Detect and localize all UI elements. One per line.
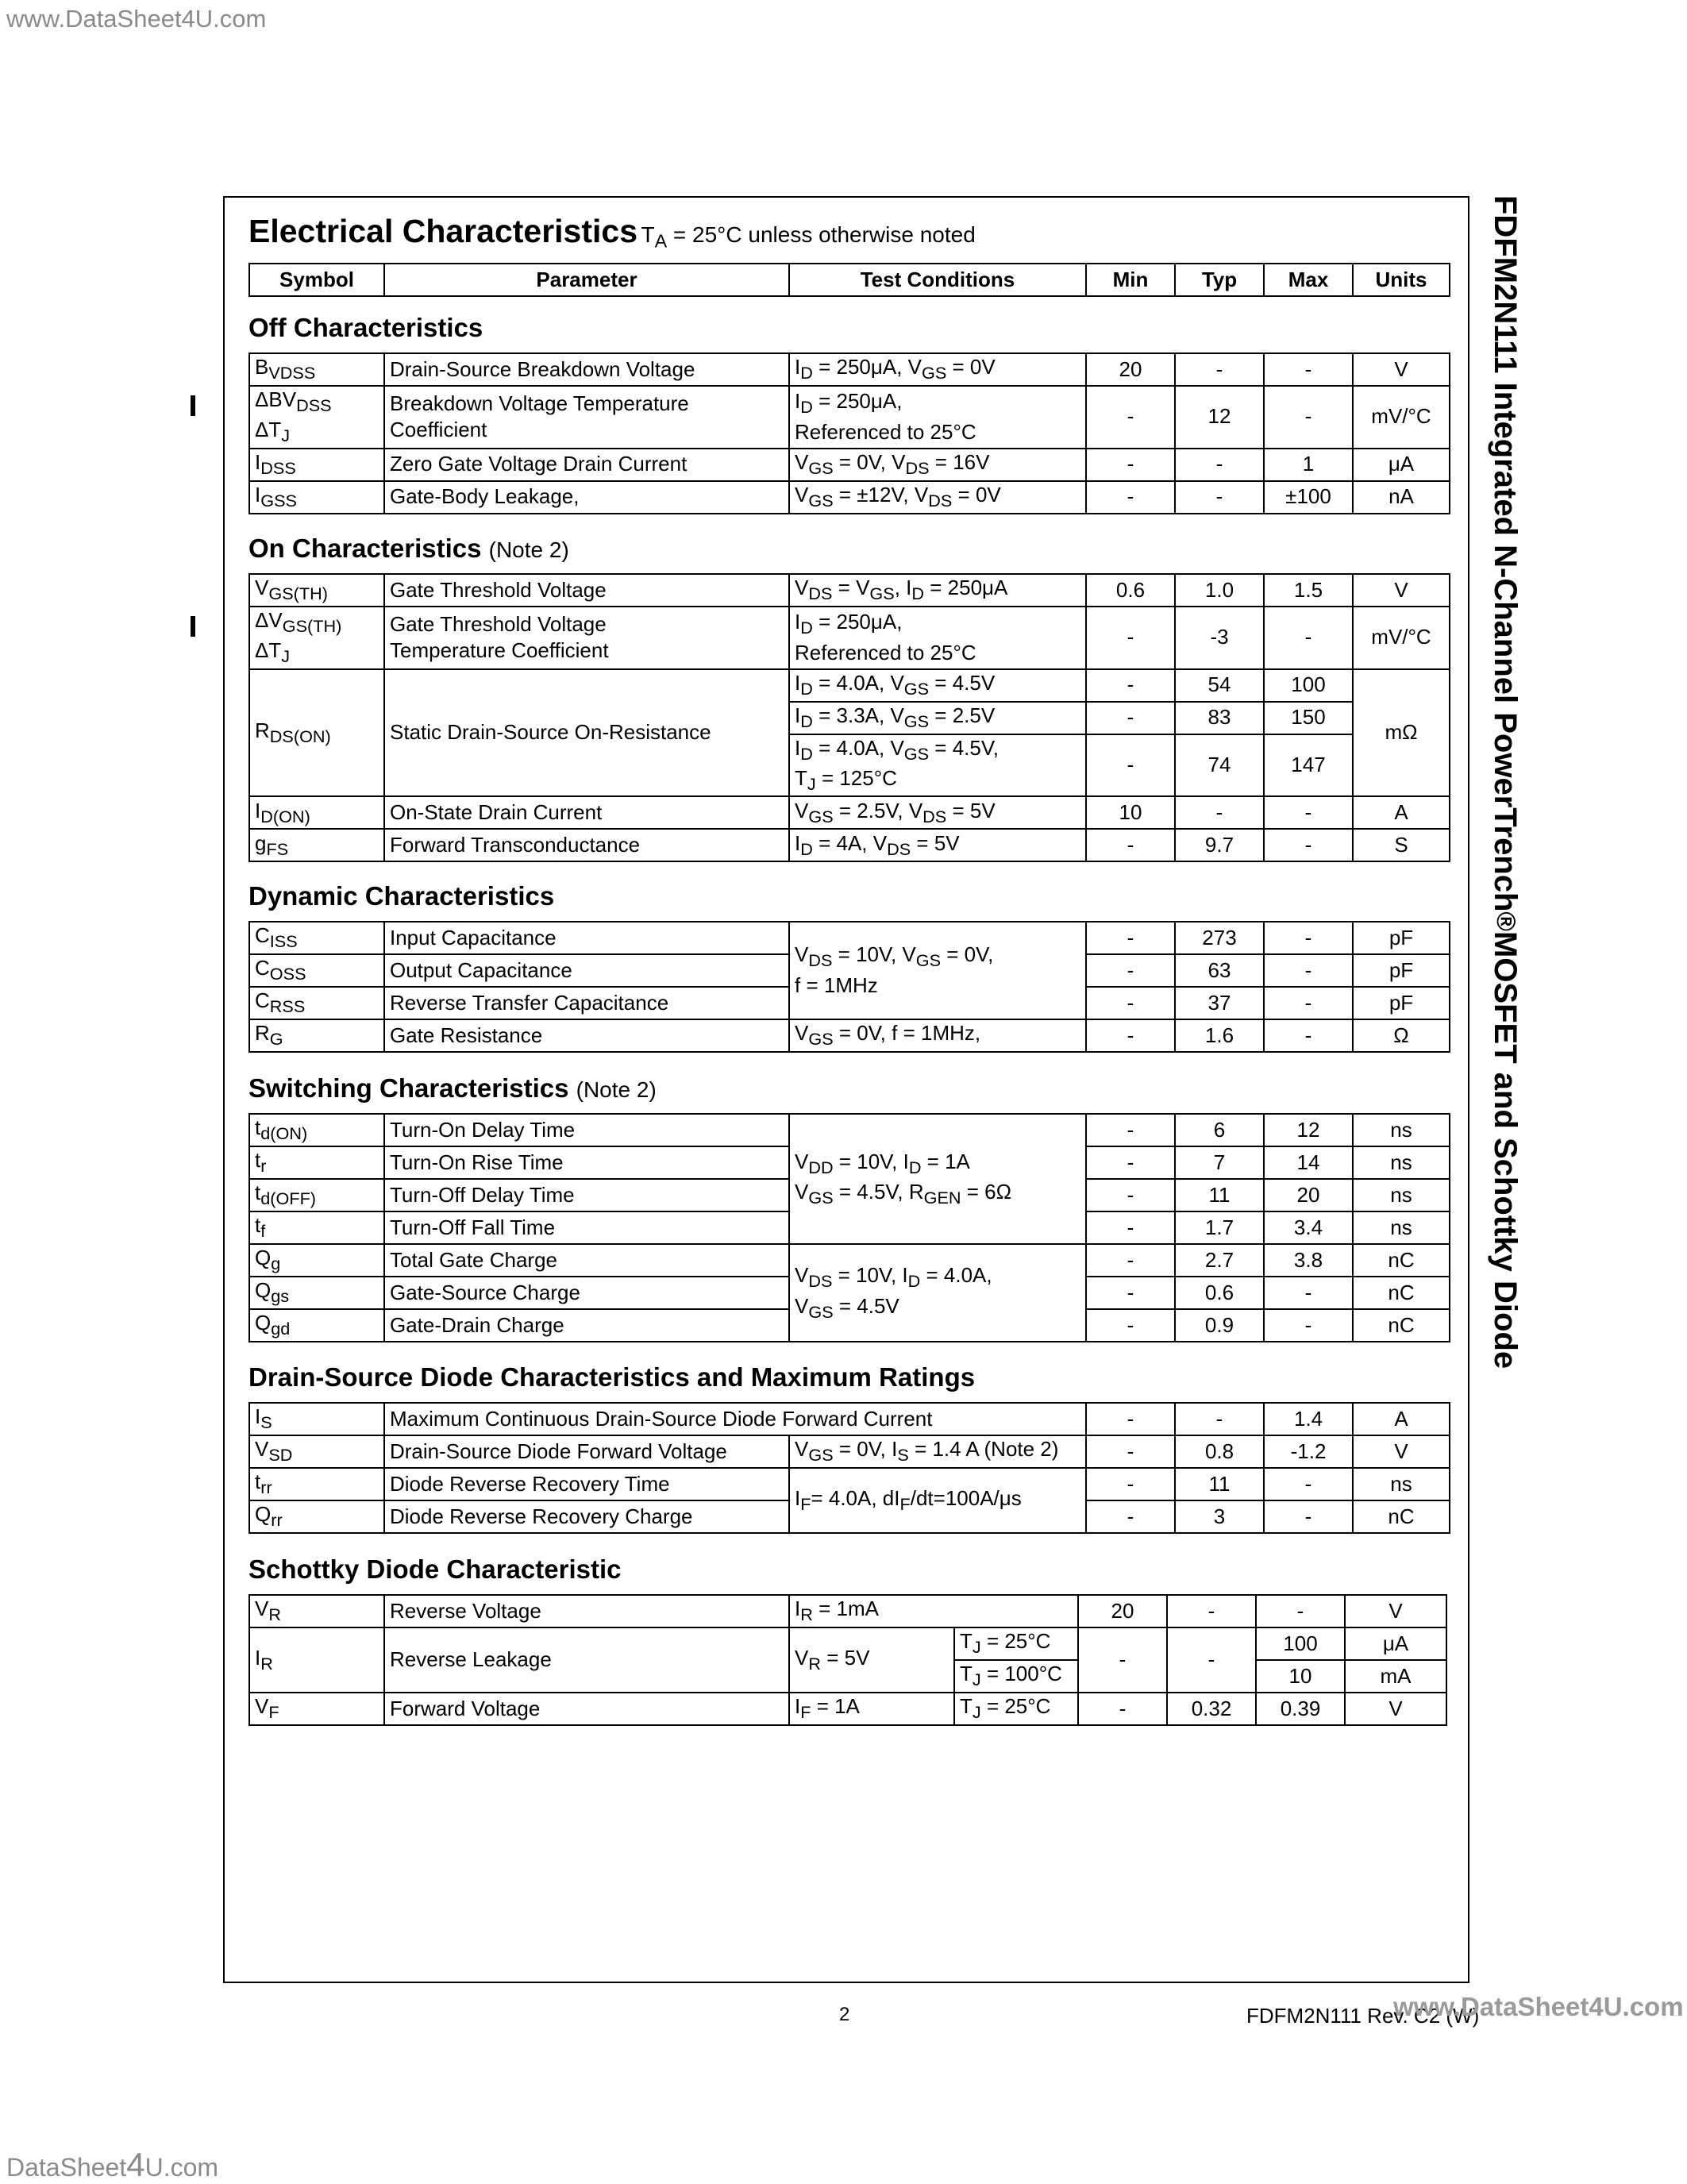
typ-value: 0.6 bbox=[1175, 1277, 1264, 1309]
min-value: - bbox=[1086, 607, 1175, 669]
table-row bbox=[249, 449, 1450, 481]
parameter: Breakdown Voltage Temperature Coefficient bbox=[384, 386, 789, 449]
section-off-title: Off Characteristics bbox=[248, 313, 483, 342]
min-value: - bbox=[1078, 1627, 1167, 1693]
typ-value: - bbox=[1175, 449, 1264, 481]
units: pF bbox=[1353, 987, 1450, 1019]
typ-value: -3 bbox=[1175, 607, 1264, 669]
units: ns bbox=[1353, 1211, 1450, 1244]
table-row bbox=[249, 796, 1450, 829]
symbol: $Q_{gs}$ bbox=[249, 1277, 384, 1309]
typ-value: 1.0 bbox=[1175, 574, 1264, 607]
units: ns bbox=[1353, 1179, 1450, 1211]
test-condition: $V_{DS} = 10V$, $I_D = 4.0A$, $V_{GS} = 4.5V$ bbox=[789, 1244, 1086, 1342]
max-value: - bbox=[1264, 987, 1353, 1019]
units: nC bbox=[1353, 1277, 1450, 1309]
max-value: -1.2 bbox=[1264, 1435, 1353, 1468]
parameter: Gate Threshold Voltage bbox=[384, 574, 789, 607]
max-value: 3.8 bbox=[1264, 1244, 1353, 1277]
symbol: $C_{RSS}$ bbox=[249, 987, 384, 1019]
typ-value: - bbox=[1167, 1595, 1256, 1627]
test-condition: $I_F= 4.0A$, $dI_F/dt=100A/\mu s$ bbox=[789, 1468, 1086, 1533]
max-value: 147 bbox=[1264, 734, 1353, 797]
units: Ω bbox=[1353, 1019, 1450, 1052]
test-condition: $I_D = 250\mu A$, Referenced to 25°C bbox=[789, 386, 1086, 449]
symbol: $Q_{rr}$ bbox=[249, 1500, 384, 1533]
parameter: Diode Reverse Recovery Time bbox=[384, 1468, 789, 1500]
watermark-bottom-part1: DataSheet bbox=[6, 2153, 127, 2182]
units: V bbox=[1345, 1693, 1446, 1725]
section-on-title bbox=[248, 533, 569, 564]
typ-value: 0.9 bbox=[1175, 1309, 1264, 1342]
symbol: $I_{GSS}$ bbox=[249, 481, 384, 514]
parameter: Turn-Off Fall Time bbox=[384, 1211, 789, 1244]
typ-value: 11 bbox=[1175, 1468, 1264, 1500]
typ-value: - bbox=[1175, 353, 1264, 386]
typ-value: 2.7 bbox=[1175, 1244, 1264, 1277]
min-value: - bbox=[1086, 734, 1175, 797]
typ-value: 0.32 bbox=[1167, 1693, 1256, 1725]
test-condition: $V_{GS} = \pm 12V$, $V_{DS} = 0V$ bbox=[789, 481, 1086, 514]
change-bar-marker bbox=[191, 616, 195, 637]
test-condition: $I_D = 4.0A$, $V_{GS} = 4.5V$, $T_J = 125^\circ C$ bbox=[789, 734, 1086, 797]
min-value: - bbox=[1086, 481, 1175, 514]
units: mΩ bbox=[1353, 669, 1450, 797]
units: μA bbox=[1353, 449, 1450, 481]
test-condition: $I_F = 1A$ bbox=[789, 1693, 954, 1725]
parameter: Zero Gate Voltage Drain Current bbox=[384, 449, 789, 481]
parameter: Reverse Leakage bbox=[384, 1627, 789, 1693]
max-value: 12 bbox=[1264, 1114, 1353, 1146]
dynamic-table bbox=[248, 921, 1450, 1053]
section-diode-title: Drain-Source Diode Characteristics and Maximum Ratings bbox=[248, 1362, 976, 1392]
test-condition: $V_{GS} = 2.5V$, $V_{DS} = 5V$ bbox=[789, 796, 1086, 829]
typ-value: 37 bbox=[1175, 987, 1264, 1019]
symbol: $I_S$ bbox=[249, 1403, 384, 1435]
max-value: - bbox=[1264, 922, 1353, 954]
max-value: 1.4 bbox=[1264, 1403, 1353, 1435]
typ-value: - bbox=[1175, 796, 1264, 829]
typ-value: 7 bbox=[1175, 1146, 1264, 1179]
max-value: 1 bbox=[1264, 449, 1353, 481]
symbol: $t_{d(ON)}$ bbox=[249, 1114, 384, 1146]
max-value: 1.5 bbox=[1264, 574, 1353, 607]
units: A bbox=[1353, 1403, 1450, 1435]
min-value: - bbox=[1086, 702, 1175, 734]
parameter: Forward Transconductance bbox=[384, 829, 789, 861]
section-on-note: (Note 2) bbox=[488, 537, 569, 562]
max-value: 14 bbox=[1264, 1146, 1353, 1179]
max-value: - bbox=[1264, 954, 1353, 987]
table-row bbox=[249, 1468, 1450, 1500]
units: A bbox=[1353, 796, 1450, 829]
section-switching-title bbox=[248, 1073, 657, 1104]
max-value: - bbox=[1264, 1019, 1353, 1052]
header-table bbox=[248, 263, 1450, 297]
table-row bbox=[249, 1019, 1450, 1052]
parameter: Static Drain-Source On-Resistance bbox=[384, 669, 789, 797]
symbol: $R_{DS(ON)}$ bbox=[249, 669, 384, 797]
min-value: - bbox=[1086, 1500, 1175, 1533]
table-row bbox=[249, 574, 1450, 607]
col-symbol: Symbol bbox=[249, 264, 384, 296]
symbol: $Q_g$ bbox=[249, 1244, 384, 1277]
typ-value: 273 bbox=[1175, 922, 1264, 954]
symbol: $R_G$ bbox=[249, 1019, 384, 1052]
section-schottky-title: Schottky Diode Characteristic bbox=[248, 1554, 622, 1584]
min-value: - bbox=[1078, 1693, 1167, 1725]
units: ns bbox=[1353, 1146, 1450, 1179]
parameter: Reverse Voltage bbox=[384, 1595, 789, 1627]
min-value: - bbox=[1086, 922, 1175, 954]
min-value: - bbox=[1086, 1468, 1175, 1500]
typ-value: 54 bbox=[1175, 669, 1264, 702]
section-switching-label: Switching Characteristics bbox=[248, 1073, 569, 1103]
max-value: 100 bbox=[1256, 1627, 1345, 1660]
test-condition: $V_R = 5V$ bbox=[789, 1627, 954, 1693]
max-value: 10 bbox=[1256, 1660, 1345, 1693]
table-row bbox=[249, 1403, 1450, 1435]
test-condition: $I_D = 250\mu A$, $V_{GS} = 0V$ bbox=[789, 353, 1086, 386]
col-units: Units bbox=[1353, 264, 1450, 296]
units: V bbox=[1353, 1435, 1450, 1468]
symbol: $Q_{gd}$ bbox=[249, 1309, 384, 1342]
schottky-table bbox=[248, 1594, 1447, 1726]
max-value: 100 bbox=[1264, 669, 1353, 702]
min-value: - bbox=[1086, 987, 1175, 1019]
table-row bbox=[249, 353, 1450, 386]
symbol: $V_{GS(TH)}$ bbox=[249, 574, 384, 607]
symbol: $g_{FS}$ bbox=[249, 829, 384, 861]
max-value: 3.4 bbox=[1264, 1211, 1353, 1244]
table-row bbox=[249, 922, 1450, 954]
table-row bbox=[249, 669, 1450, 702]
parameter: Gate-Source Charge bbox=[384, 1277, 789, 1309]
symbol: $\Delta V_{GS(TH)}$ $\Delta T_J$ bbox=[249, 607, 384, 669]
watermark-top: www.DataSheet4U.com bbox=[6, 5, 267, 33]
units: V bbox=[1353, 353, 1450, 386]
parameter: Drain-Source Diode Forward Voltage bbox=[384, 1435, 789, 1468]
parameter: Gate-Drain Charge bbox=[384, 1309, 789, 1342]
typ-value: 0.8 bbox=[1175, 1435, 1264, 1468]
test-condition: $V_{GS} = 0V$, $V_{DS} = 16V$ bbox=[789, 449, 1086, 481]
symbol: $I_{D(ON)}$ bbox=[249, 796, 384, 829]
table-row bbox=[249, 481, 1450, 514]
parameter: Input Capacitance bbox=[384, 922, 789, 954]
parameter: Total Gate Charge bbox=[384, 1244, 789, 1277]
test-condition: $V_{GS} = 0V$, f = 1MHz, bbox=[789, 1019, 1086, 1052]
watermark-bottom-four: 4 bbox=[126, 2146, 145, 2183]
max-value: 0.39 bbox=[1256, 1693, 1345, 1725]
switching-table bbox=[248, 1113, 1450, 1342]
parameter: Reverse Transfer Capacitance bbox=[384, 987, 789, 1019]
symbol: $V_R$ bbox=[249, 1595, 384, 1627]
parameter: Diode Reverse Recovery Charge bbox=[384, 1500, 789, 1533]
units: nC bbox=[1353, 1309, 1450, 1342]
units: ns bbox=[1353, 1468, 1450, 1500]
max-value: - bbox=[1264, 386, 1353, 449]
units: ns bbox=[1353, 1114, 1450, 1146]
parameter: Gate Resistance bbox=[384, 1019, 789, 1052]
title-main: Electrical Characteristics bbox=[248, 213, 637, 249]
table-row bbox=[249, 607, 1450, 669]
watermark-bottom-part2: U.com bbox=[144, 2153, 219, 2182]
typ-value: 63 bbox=[1175, 954, 1264, 987]
max-value: - bbox=[1264, 353, 1353, 386]
min-value: - bbox=[1086, 1277, 1175, 1309]
page-title bbox=[248, 213, 976, 252]
parameter: Gate-Body Leakage, bbox=[384, 481, 789, 514]
max-value: - bbox=[1264, 607, 1353, 669]
temperature-condition: $T_J = 100^\circ C$ bbox=[954, 1660, 1078, 1693]
col-max: Max bbox=[1264, 264, 1353, 296]
max-value: - bbox=[1264, 1500, 1353, 1533]
units: V bbox=[1345, 1595, 1446, 1627]
symbol: $I_{DSS}$ bbox=[249, 449, 384, 481]
min-value: - bbox=[1086, 386, 1175, 449]
parameter: Drain-Source Breakdown Voltage bbox=[384, 353, 789, 386]
units: μA bbox=[1345, 1627, 1446, 1660]
typ-value: 6 bbox=[1175, 1114, 1264, 1146]
min-value: - bbox=[1086, 1435, 1175, 1468]
test-condition: $V_{DD} = 10V$, $I_D = 1A$ $V_{GS} = 4.5V$, $R_{GEN} = 6\Omega$ bbox=[789, 1114, 1086, 1244]
diode-table bbox=[248, 1402, 1450, 1534]
max-value: - bbox=[1264, 1277, 1353, 1309]
typ-value: 1.7 bbox=[1175, 1211, 1264, 1244]
typ-value: 74 bbox=[1175, 734, 1264, 797]
col-min: Min bbox=[1086, 264, 1175, 296]
symbol: $C_{ISS}$ bbox=[249, 922, 384, 954]
units: S bbox=[1353, 829, 1450, 861]
test-condition: $I_R = 1mA$ bbox=[789, 1595, 1078, 1627]
table-row bbox=[249, 1595, 1446, 1627]
symbol: $I_R$ bbox=[249, 1627, 384, 1693]
table-row bbox=[249, 1244, 1450, 1277]
on-table bbox=[248, 573, 1450, 862]
table-row bbox=[249, 386, 1450, 449]
max-value: 20 bbox=[1264, 1179, 1353, 1211]
section-dynamic-title: Dynamic Characteristics bbox=[248, 881, 555, 911]
parameter: Turn-On Delay Time bbox=[384, 1114, 789, 1146]
typ-value: 11 bbox=[1175, 1179, 1264, 1211]
test-condition: $V_{GS} = 0V$, $I_S = 1.4$ A (Note 2) bbox=[789, 1435, 1086, 1468]
max-value: - bbox=[1264, 796, 1353, 829]
min-value: 20 bbox=[1086, 353, 1175, 386]
symbol: $B_{VDSS}$ bbox=[249, 353, 384, 386]
symbol: $V_{SD}$ bbox=[249, 1435, 384, 1468]
table-row bbox=[249, 1627, 1446, 1660]
max-value: ±100 bbox=[1264, 481, 1353, 514]
symbol: $t_r$ bbox=[249, 1146, 384, 1179]
min-value: 0.6 bbox=[1086, 574, 1175, 607]
min-value: - bbox=[1086, 1309, 1175, 1342]
temperature-condition: $T_J = 25^\circ C$ bbox=[954, 1693, 1078, 1725]
max-value: - bbox=[1264, 829, 1353, 861]
units: pF bbox=[1353, 922, 1450, 954]
min-value: - bbox=[1086, 1211, 1175, 1244]
col-parameter: Parameter bbox=[384, 264, 789, 296]
units: pF bbox=[1353, 954, 1450, 987]
typ-value: 83 bbox=[1175, 702, 1264, 734]
header-row bbox=[249, 264, 1450, 296]
symbol: $V_F$ bbox=[249, 1693, 384, 1725]
symbol: $C_{OSS}$ bbox=[249, 954, 384, 987]
min-value: - bbox=[1086, 669, 1175, 702]
units: V bbox=[1353, 574, 1450, 607]
min-value: - bbox=[1086, 1146, 1175, 1179]
test-condition: $I_D = 250\mu A$, Referenced to 25°C bbox=[789, 607, 1086, 669]
min-value: - bbox=[1086, 1019, 1175, 1052]
units: nC bbox=[1353, 1500, 1450, 1533]
parameter: Maximum Continuous Drain-Source Diode Forward Current bbox=[384, 1403, 1086, 1435]
document-revision: FDFM2N111 Rev. C2 (W) bbox=[1246, 2004, 1480, 2028]
units: nC bbox=[1353, 1244, 1450, 1277]
typ-value: 1.6 bbox=[1175, 1019, 1264, 1052]
symbol: $t_f$ bbox=[249, 1211, 384, 1244]
min-value: - bbox=[1086, 954, 1175, 987]
col-test-conditions: Test Conditions bbox=[789, 264, 1086, 296]
test-condition: $V_{DS} = 10V$, $V_{GS} = 0V$, f = 1MHz bbox=[789, 922, 1086, 1019]
min-value: - bbox=[1086, 1114, 1175, 1146]
min-value: - bbox=[1086, 1179, 1175, 1211]
typ-value: - bbox=[1175, 481, 1264, 514]
table-row bbox=[249, 1435, 1450, 1468]
units: mV/°C bbox=[1353, 386, 1450, 449]
parameter: Turn-On Rise Time bbox=[384, 1146, 789, 1179]
parameter: Forward Voltage bbox=[384, 1693, 789, 1725]
typ-value: 12 bbox=[1175, 386, 1264, 449]
test-condition: $I_D = 3.3A$, $V_{GS} = 2.5V$ bbox=[789, 702, 1086, 734]
units: mA bbox=[1345, 1660, 1446, 1693]
off-table bbox=[248, 352, 1450, 514]
typ-value: - bbox=[1175, 1403, 1264, 1435]
watermark-right: www.DataSheet4U.com bbox=[1393, 1992, 1684, 2021]
change-bar-marker bbox=[191, 395, 195, 416]
typ-value: 3 bbox=[1175, 1500, 1264, 1533]
watermark-bottom bbox=[6, 2146, 218, 2184]
parameter: On-State Drain Current bbox=[384, 796, 789, 829]
section-on-label: On Characteristics bbox=[248, 533, 482, 563]
units: nA bbox=[1353, 481, 1450, 514]
test-condition: $V_{DS} = V_{GS}$, $I_D = 250\mu A$ bbox=[789, 574, 1086, 607]
symbol: $t_{d(OFF)}$ bbox=[249, 1179, 384, 1211]
symbol: $\Delta BV_{DSS}$ $\Delta T_J$ bbox=[249, 386, 384, 449]
typ-value: - bbox=[1167, 1627, 1256, 1693]
parameter: Gate Threshold Voltage Temperature Coefficient bbox=[384, 607, 789, 669]
typ-value: 9.7 bbox=[1175, 829, 1264, 861]
table-row bbox=[249, 1114, 1450, 1146]
symbol: $t_{rr}$ bbox=[249, 1468, 384, 1500]
parameter: Turn-Off Delay Time bbox=[384, 1179, 789, 1211]
units: mV/°C bbox=[1353, 607, 1450, 669]
min-value: 20 bbox=[1078, 1595, 1167, 1627]
max-value: 150 bbox=[1264, 702, 1353, 734]
table-row bbox=[249, 829, 1450, 861]
side-title: FDFM2N111 Integrated N-Channel PowerTrench ® MOSFET and Schottky Diode bbox=[1488, 195, 1523, 1369]
max-value: - bbox=[1264, 1309, 1353, 1342]
title-condition: $T_A = 25^\circ C$ unless otherwise noted bbox=[641, 222, 976, 252]
parameter: Output Capacitance bbox=[384, 954, 789, 987]
max-value: - bbox=[1256, 1595, 1345, 1627]
temperature-condition: $T_J = 25^\circ C$ bbox=[954, 1627, 1078, 1660]
min-value: - bbox=[1086, 1244, 1175, 1277]
test-condition: $I_D = 4A$, $V_{DS} = 5V$ bbox=[789, 829, 1086, 861]
min-value: - bbox=[1086, 449, 1175, 481]
min-value: - bbox=[1086, 829, 1175, 861]
side-title-bar bbox=[1466, 195, 1545, 1442]
table-row bbox=[249, 1693, 1446, 1725]
max-value: - bbox=[1264, 1468, 1353, 1500]
min-value: 10 bbox=[1086, 796, 1175, 829]
page-number: 2 bbox=[839, 2004, 850, 2025]
section-switching-note: (Note 2) bbox=[576, 1077, 657, 1102]
min-value: - bbox=[1086, 1403, 1175, 1435]
test-condition: $I_D = 4.0A$, $V_{GS} = 4.5V$ bbox=[789, 669, 1086, 702]
col-typ: Typ bbox=[1175, 264, 1264, 296]
